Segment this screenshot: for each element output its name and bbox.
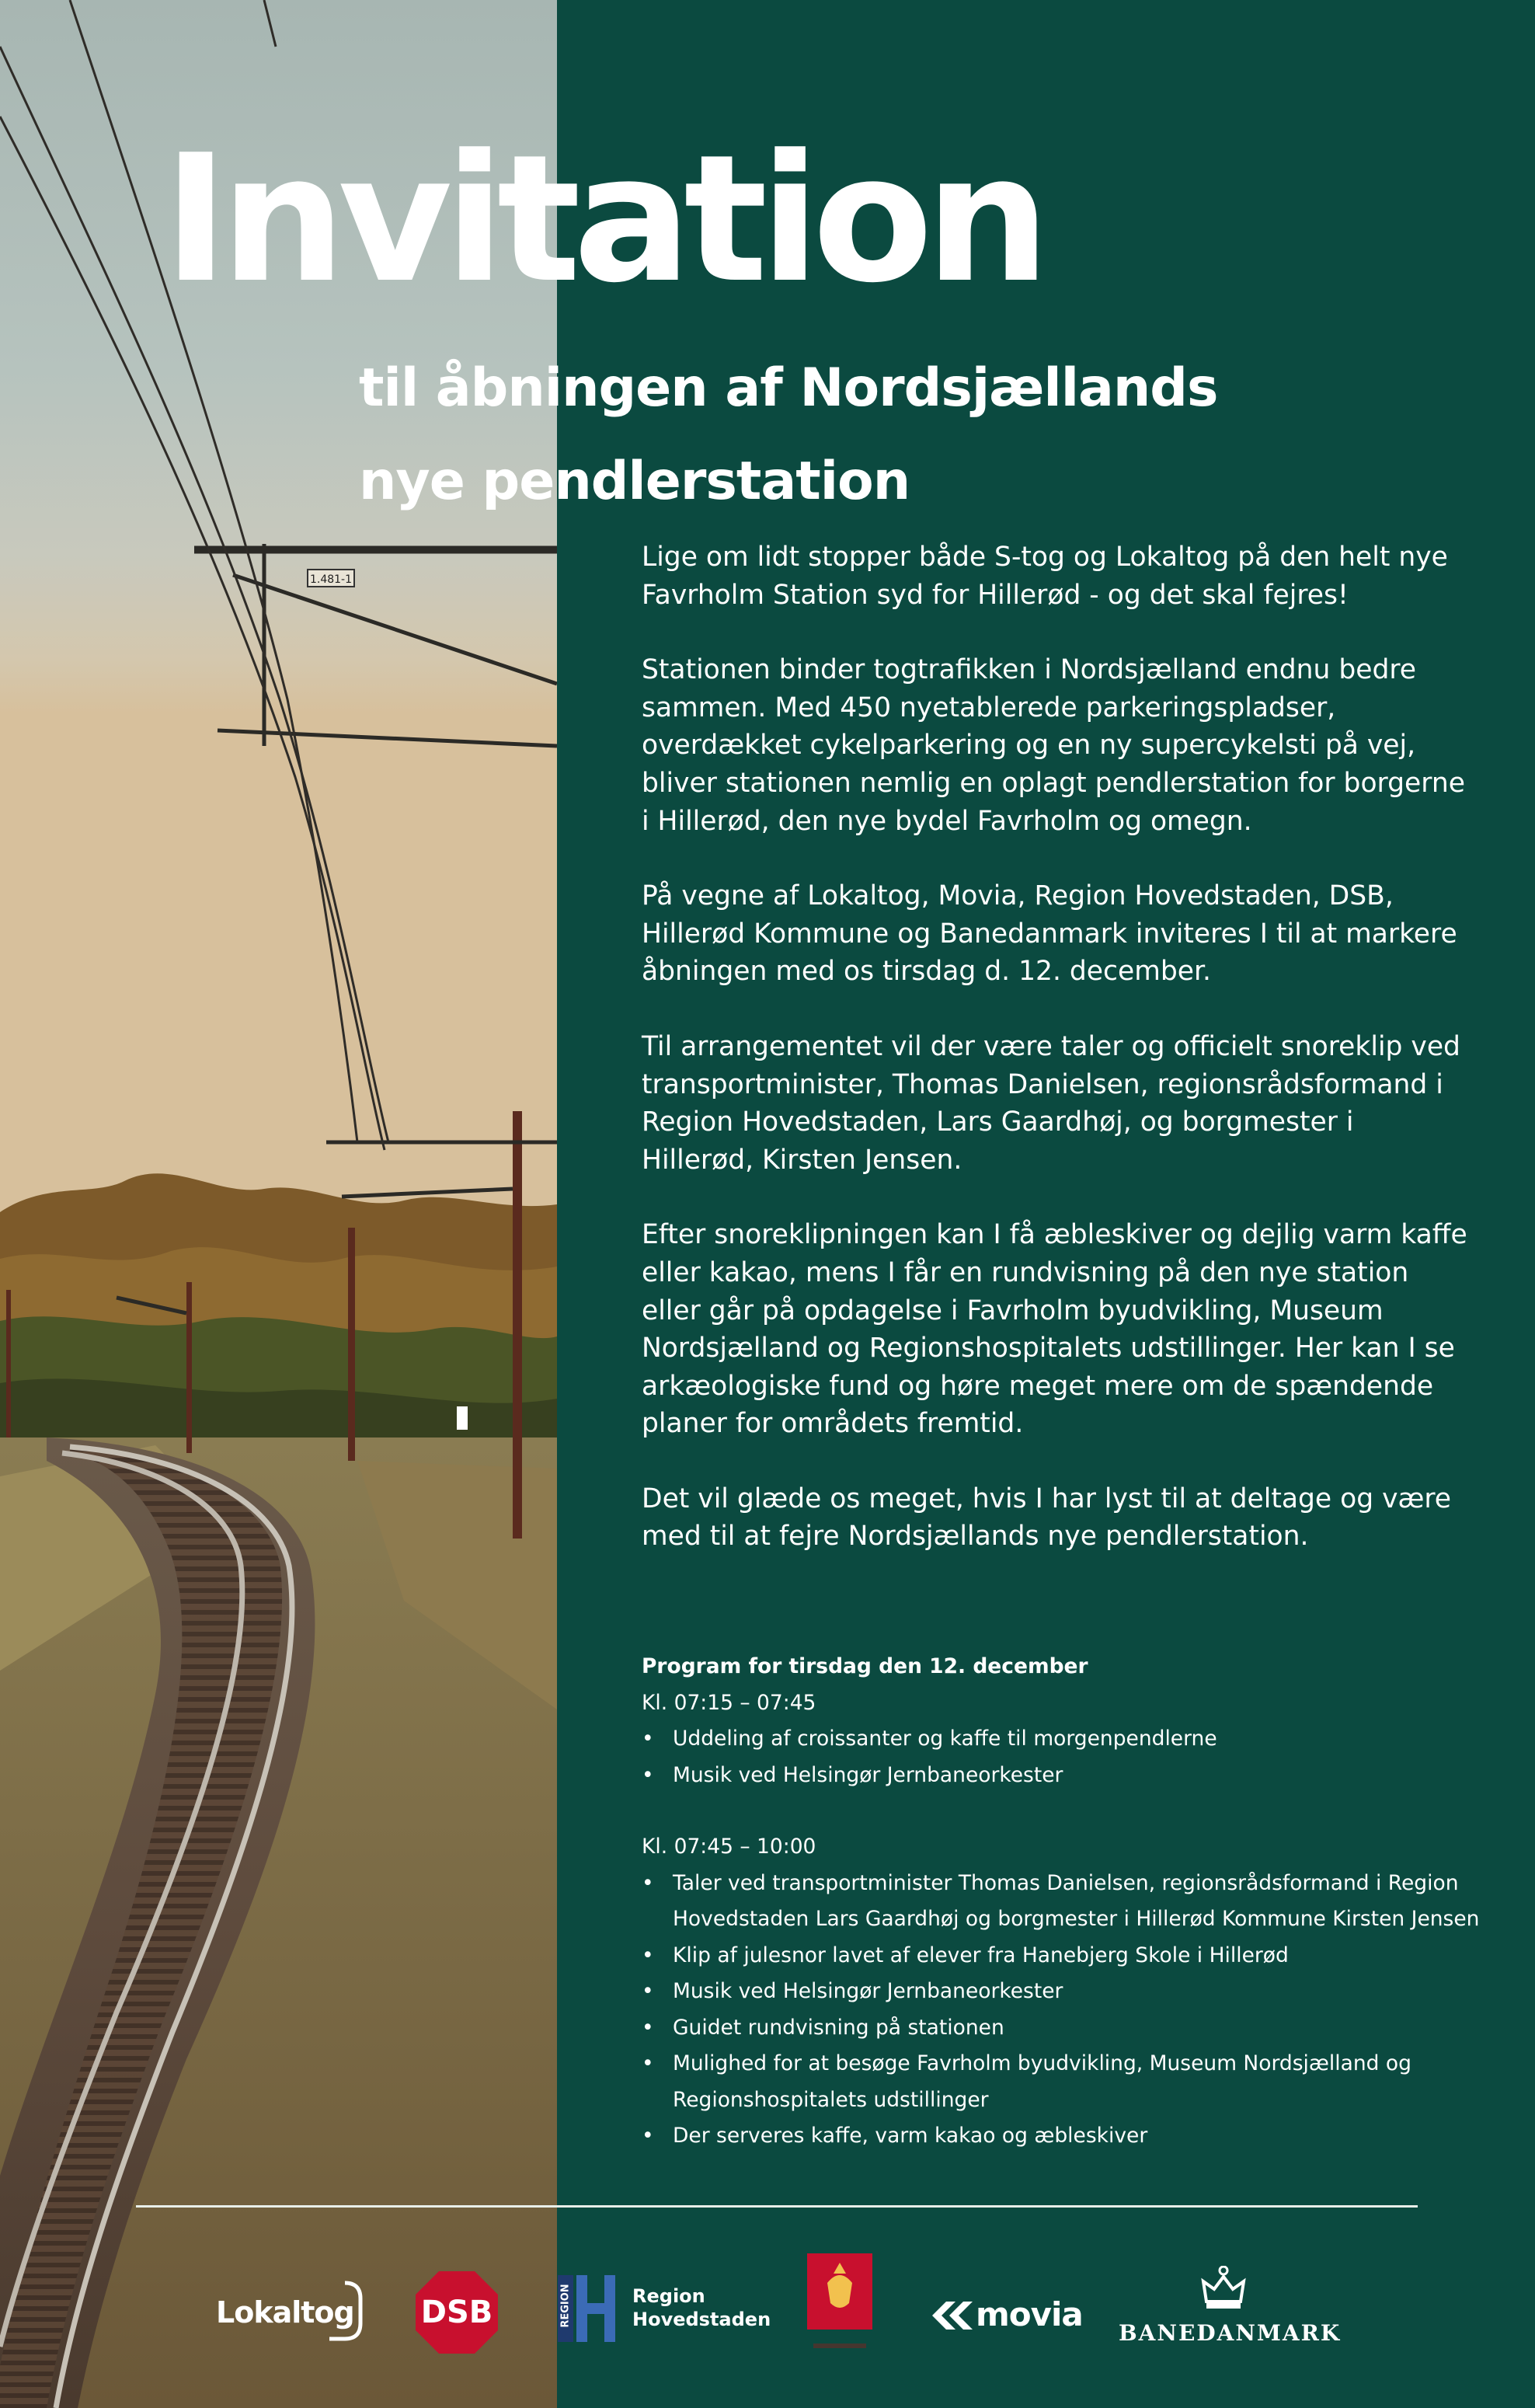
- banedanmark-logo: [1119, 2266, 1342, 2351]
- region-name-line-2: Hovedstaden: [632, 2309, 771, 2330]
- mast-sign-label: 1.481-1: [309, 573, 353, 586]
- divider: [136, 2205, 1418, 2208]
- program-time: Kl. 07:45 – 10:00: [642, 1835, 816, 1859]
- program-item: • Musik ved Helsingør Jernbaneorkester: [673, 1974, 1481, 2010]
- program-item: • Guidet rundvisning på stationen: [673, 2010, 1481, 2047]
- subtitle-line-1: til åbningen af Nordsjællands: [359, 357, 1218, 419]
- hillerod-shield-icon: [806, 2252, 874, 2361]
- program-item: • Taler ved transportminister Thomas Danielsen, regionsrådsformand i Region Hovedstaden Lars Gaardhøj og borgmester i Hillerød Kommune Kirsten Jensen: [673, 1866, 1481, 1938]
- movia-arrow-icon: [926, 2292, 980, 2339]
- paragraph: Stationen binder togtrafikken i Nordsjælland endnu bedre sammen. Med 450 nyetablerede parkeringspladser, overdækket cykelparkering og en ny supercykelsti på vej, bliver stationen nemlig en oplagt pendlerstation for borgerne i Hillerød, den nye bydel Favrholm og omegn.: [642, 654, 1465, 837]
- dsb-logo: [414, 2270, 499, 2355]
- banedanmark-logo-text: BANEDANMARK: [1119, 2320, 1342, 2346]
- lokaltog-logo-text: Lokaltog: [216, 2295, 354, 2330]
- paragraph: Til arrangementet vil der være taler og officielt snoreklip ved transportminister, Thomas Danielsen, regionsrådsformand i Region Hovedstaden, Lars Gaardhøj, og borgmester i Hillerød, Kirsten Jensen.: [642, 1030, 1460, 1176]
- program-item: • Klip af julesnor lavet af elever fra Hanebjerg Skole i Hillerød: [673, 1938, 1481, 1974]
- program-list: [642, 1721, 1481, 1793]
- lokaltog-logo: [213, 2278, 365, 2344]
- page-title: Invitation: [163, 117, 1042, 322]
- invitation-body: [642, 538, 1473, 1593]
- paragraph: Efter snoreklipningen kan I få æbleskiver og dejlig varm kaffe eller kakao, mens I får en rundvisning på den nye station eller går på opdagelse i Favrholm byudvikling, Museum Nordsjælland og Regionshospitalets udstillinger. Her kan I se arkæologiske fund og høre meget mere om de spændende planer for områdets fremtid.: [642, 1219, 1467, 1440]
- subtitle-line-2: nye pendlerstation: [359, 451, 910, 512]
- program-item: • Mulighed for at besøge Favrholm byudvikling, Museum Nordsjælland og Regionshospitalets udstillinger: [673, 2046, 1481, 2118]
- region-h-icon: [573, 2275, 618, 2342]
- region-vertical-text: REGION: [559, 2284, 572, 2328]
- region-name-line-1: Region: [632, 2285, 705, 2307]
- program-time: Kl. 07:15 – 07:45: [642, 1690, 816, 1715]
- dsb-logo-text: DSB: [420, 2295, 493, 2330]
- program-item: • Uddeling af croissanter og kaffe til morgenpendlerne: [673, 1721, 1481, 1758]
- movia-logo: [926, 2291, 1083, 2337]
- region-mark: [558, 2275, 618, 2342]
- paragraph: Lige om lidt stopper både S-tog og Lokaltog på den helt nye Favrholm Station syd for Hillerød - og det skal fejres!: [642, 542, 1448, 611]
- paragraph: På vegne af Lokaltog, Movia, Region Hovedstaden, DSB, Hillerød Kommune og Banedanmark inviteres I til at markere åbningen med os tirsdag d. 12. december.: [642, 880, 1457, 988]
- crown-icon: [1200, 2266, 1247, 2311]
- region-name: [632, 2284, 771, 2331]
- region-hovedstaden-logo: [558, 2275, 771, 2344]
- lokaltog-bracket-icon: [213, 2278, 365, 2344]
- hillerod-kommune-logo: [806, 2252, 874, 2361]
- program-list: [642, 1866, 1481, 2155]
- program-item: • Musik ved Helsingør Jernbaneorkester: [673, 1758, 1481, 1794]
- paragraph: Det vil glæde os meget, hvis I har lyst til at deltage og være med til at fejre Nordsjællands nye pendlerstation.: [642, 1483, 1452, 1552]
- program-section: [642, 1649, 1481, 2155]
- page-subtitle: [359, 342, 1217, 528]
- program-item: • Der serveres kaffe, varm kakao og æbleskiver: [673, 2118, 1481, 2155]
- program-heading: Program for tirsdag den 12. december: [642, 1654, 1088, 1678]
- movia-logo-text: movia: [976, 2295, 1083, 2333]
